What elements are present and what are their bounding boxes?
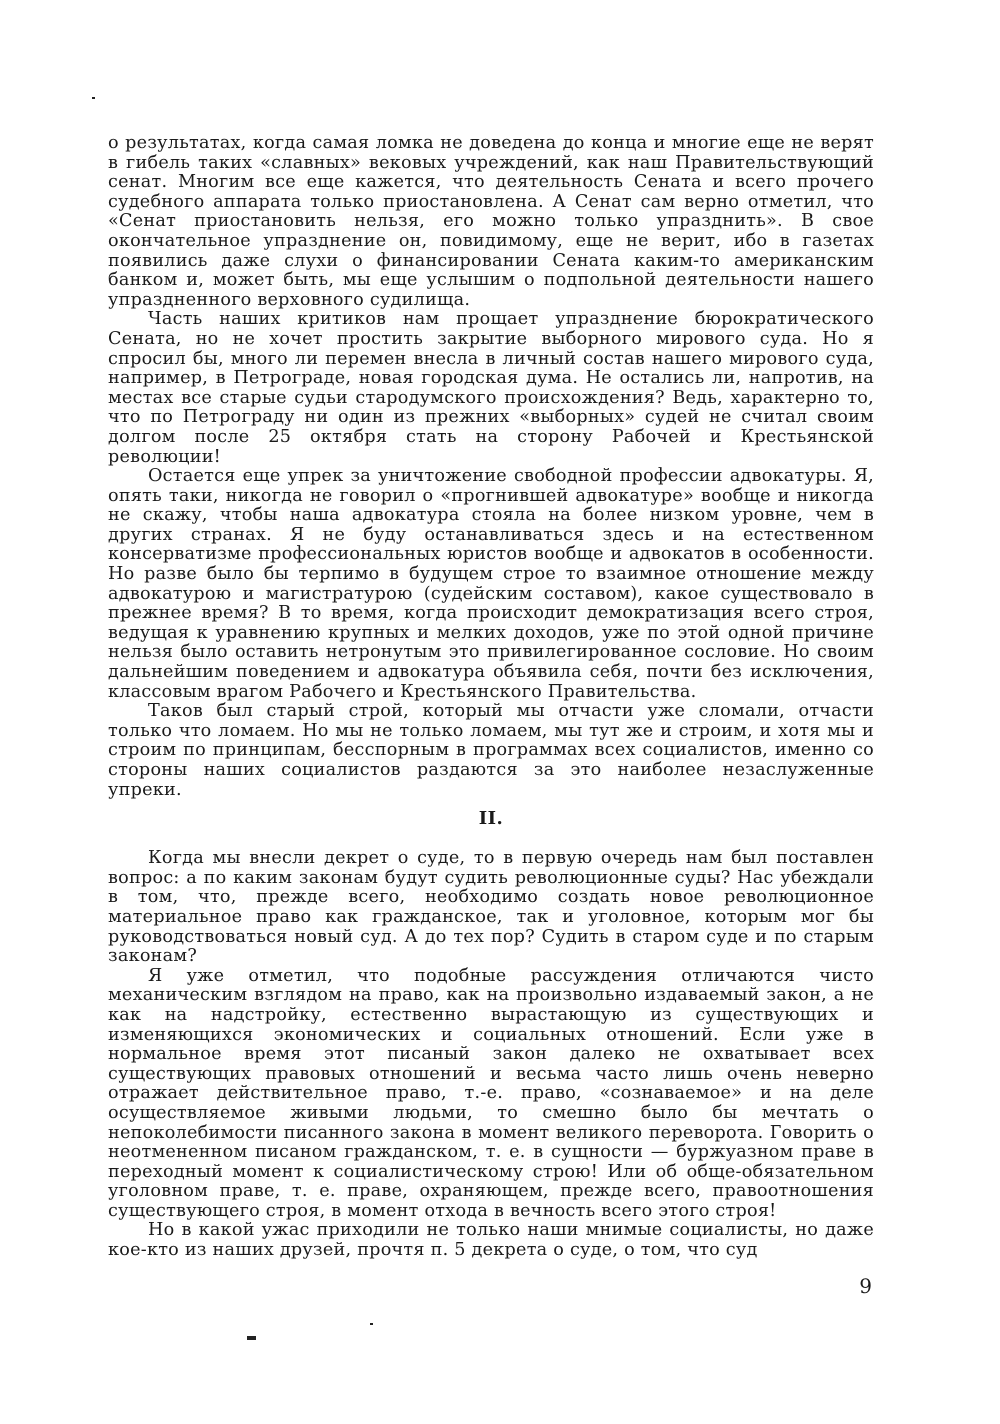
paragraph-3: Остается еще упрек за уничтожение свободной профессии адвокатуры. Я, опять таки, никогда не говорил о «прогнившей адвокатуре» вообще и никогда не скажу, чтобы наша адвокатура стояла на более низком уровне, чем в других странах. Я не буду останавливаться здесь и на естественном консерватизме профессиональных юристов вообще и адвокатов в особенности. Но разве было бы терпимо в будущем строе то взаимное отношение между адвокатурою и магистратурою (судейским составом), какое существовало в прежнее время? В то время, когда происходит демократизация всего строя, ведущая к уравнению крупных и мелких доходов, уже по этой одной причине нельзя было оставить нетронутым это привилегированное сословие. Но своим дальнейшим поведением и адвокатура объявила себя, почти без исключения, классовым врагом Рабочего и Крестьянского Правительства. [108, 466, 874, 702]
paragraph-2: Часть наших критиков нам прощает упразднение бюрократического Сената, но не хочет простить закрытие выборного мирового суда. Но я спросил бы, много ли перемен внесла в личный состав нашего мирового суда, например, в Петрограде, новая городская дума. Не остались ли, напротив, на местах все старые судьи стародумского происхождения? Ведь, характерно то, что по Петрограду ни один из прежних «выборных» судей не считал своим долгом после 25 октября стать на сторону Рабочей и Крестьянской революции! [108, 309, 874, 467]
paragraph-4: Таков был старый строй, который мы отчасти уже сломали, отчасти только что ломаем. Но мы не только ломаем, мы тут же и строим, и хотя мы и строим по принципам, бесспорным в программах всех социалистов, именно со стороны наших социалистов раздаются за это наиболее незаслуженные упреки. [108, 701, 874, 800]
section-heading: II. [478, 808, 504, 830]
paragraph-7: Но в какой ужас приходили не только наши мнимые социалисты, но даже кое-кто из наших друзей, прочтя п. 5 декрета о суде, о том, что суд [108, 1220, 874, 1261]
paragraph-6: Я уже отметил, что подобные рассуждения отличаются чисто механическим взглядом на право, как на произвольно издаваемый закон, а не как на надстройку, естественно вырастающую из существующих и изменяющихся экономических и социальных отношений. Если уже в нормальное время этот писаный закон далеко не охватывает всех существующих правовых отношений и весьма часто лишь очень неверно отражает действительное право, т.-е. право, «сознаваемое» и на деле осуществляемое живыми людьми, то смешно было бы мечтать о непоколебимости писанного закона в момент великого переворота. Говорить о неотмененном писаном гражданском, т. е. в сущности — буржуазном праве в переходный момент к социалистическому строю! Или об обще-обязательном уголовном праве, т. е. праве, охраняющем, прежде всего, правоотношения существующего строя, в момент отхода в вечность всего этого строя! [108, 965, 874, 1221]
page-number: 9 [859, 1274, 872, 1298]
paragraph-1: о результатах, когда самая ломка не доведена до конца и многие еще не верят в гибель таких «славных» вековых учреждений, как наш Правительствующий сенат. Многим все еще кажется, что деятельность Сената и всего прочего судебного аппарата только приостановлена. А Сенат сам верно отметил, что «Сенат приостановить нельзя, его можно только упразднить». В свое окончательное упразднение он, повидимому, еще не верит, ибо в газетах появились даже слухи о финансировании Сената каким-то американским банком и, может быть, мы еще услышим о подпольной деятельности нашего упраздненного верховного судилища. [108, 133, 874, 310]
page-body [108, 134, 874, 1261]
paragraph-5: Когда мы внесли декрет о суде, то в первую очередь нам был поставлен вопрос: а по каким законам будут судить революционные суды? Нас убеждали в том, что, прежде всего, необходимо создать новое революционное материальное право как гражданское, так и уголовное, которым мог бы руководствоваться новый суд. А до тех пор? Судить в старом суде и по старым законам? [108, 848, 874, 967]
scan-speck [370, 1323, 373, 1325]
scan-speck [92, 97, 95, 99]
scan-speck [247, 1336, 256, 1340]
